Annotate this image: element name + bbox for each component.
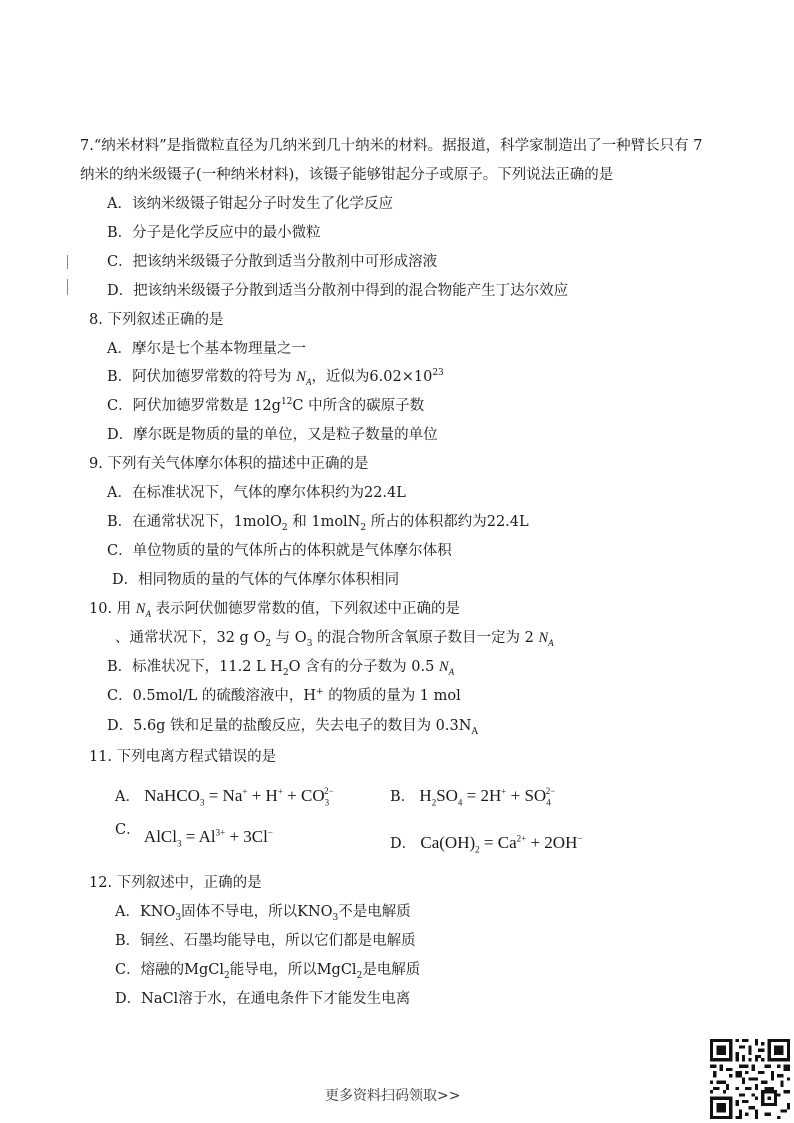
q7-option-d: D．把该纳米级镊子分散到适当分散剂中得到的混合物能产生丁达尔效应 [107, 283, 569, 299]
margin-mark [67, 279, 68, 295]
q9-option-a: A．在标准状况下，气体的摩尔体积约为22.4L [107, 485, 406, 501]
margin-mark [67, 255, 68, 269]
q10-option-d: D．5.6g 铁和足量的盐酸反应，失去电子的数目为 $0.3N_A$ [107, 718, 478, 737]
q10-stem: 10. 用 $N_A$ 表示阿伏伽德罗常数的值，下列叙述中正确的是 [89, 601, 461, 619]
q12-option-a: A．$KNO_3$固体不导电，所以$KNO_3$不是电解质 [115, 904, 411, 923]
q12-option-c: C．熔融的MgCl$_2$能导电，所以MgCl$_2$是电解质 [115, 962, 421, 981]
q11-equation-c: AlCl$_3$ = $Al^{3+} + 3Cl^-$ [143, 827, 273, 849]
q10-option-a: 、通常状况下，32 g $O_2$ 与 $O_3$ 的混合物所含氧原子数目一定为 2 $N_A$ [115, 630, 554, 649]
q8-option-c: C．阿伏加德罗常数是 $12g^{12}C$ 中所含的碳原子数 [107, 397, 425, 414]
q7-option-c: C．把该纳米级镊子分散到适当分散剂中可形成溶液 [107, 254, 438, 270]
q11-equation-a: NaHCO$_3$ = $Na^+ + H^+ + CO_3^{2-}$ [144, 786, 334, 808]
footer-scan-text[interactable]: 更多资料扫码领取>> [325, 1088, 461, 1104]
q9-stem: 9. 下列有关气体摩尔体积的描述中正确的是 [89, 456, 369, 472]
q8-option-b: B．阿伏加德罗常数的符号为 $N_A$，近似为$6.02\times 10^{23}$ [107, 368, 444, 387]
q9-option-b: B．在通常状况下，1molO$_2$ 和 1molN$_2$ 所占的体积都约为22.4L [107, 514, 529, 533]
q12-option-d: D．NaCl溶于水，在通电条件下才能发生电离 [115, 991, 411, 1007]
q11-option-a: A． NaHCO$_3$ = $Na^+ + H^+ + CO_3^{2-}$ [115, 786, 334, 808]
q11-stem: 11. 下列电离方程式错误的是 [89, 749, 277, 765]
q9-option-d: D．相同物质的量的气体的气体摩尔体积相同 [112, 572, 400, 588]
q7-option-b: B．分子是化学反应中的最小微粒 [107, 225, 321, 241]
q8-option-d: D．摩尔既是物质的量的单位，又是粒子数量的单位 [107, 427, 438, 443]
q11-option-d: D． $Ca(OH)_2 = Ca^{2+} + 2OH^-$ [390, 833, 583, 855]
q12-option-b: B．铜丝、石墨均能导电，所以它们都是电解质 [115, 933, 416, 949]
q7-stem-line2: 纳米的纳米级镊子(一种纳米材料)，该镊子能够钳起分子或原子。下列说法正确的是 [80, 167, 614, 183]
q8-option-a: A．摩尔是七个基本物理量之一 [107, 341, 306, 357]
q10-option-b: B．标准状况下，11.2 L $H_2O$ 含有的分子数为 0.5 $N_A$ [107, 659, 455, 678]
q11-equation-d: $Ca(OH)_2 = Ca^{2+} + 2OH^-$ [420, 833, 583, 855]
q12-stem: 12. 下列叙述中，正确的是 [89, 875, 262, 891]
q9-option-c: C．单位物质的量的气体所占的体积就是气体摩尔体积 [107, 543, 452, 559]
q7-stem-line1: 7.“纳米材料”是指微粒直径为几纳米到几十纳米的材料。据报道，科学家制造出了一种臂长只有 7 [80, 138, 703, 154]
q11-equation-b: $H_2SO_4 = 2H^+ + SO_4^{2-}$ [419, 786, 556, 808]
q11-option-c: C． AlCl$_3$ = $Al^{3+} + 3Cl^-$ [115, 822, 273, 849]
q10-option-c: C．0.5mol/L 的硫酸溶液中，H+ 的物质的量为 1 mol [107, 687, 461, 704]
q7-option-a: A．该纳米级镊子钳起分子时发生了化学反应 [107, 196, 393, 212]
q11-option-b: B． $H_2SO_4 = 2H^+ + SO_4^{2-}$ [390, 786, 556, 808]
qr-code-icon[interactable] [710, 1039, 790, 1119]
q8-stem: 8. 下列叙述正确的是 [89, 312, 224, 328]
